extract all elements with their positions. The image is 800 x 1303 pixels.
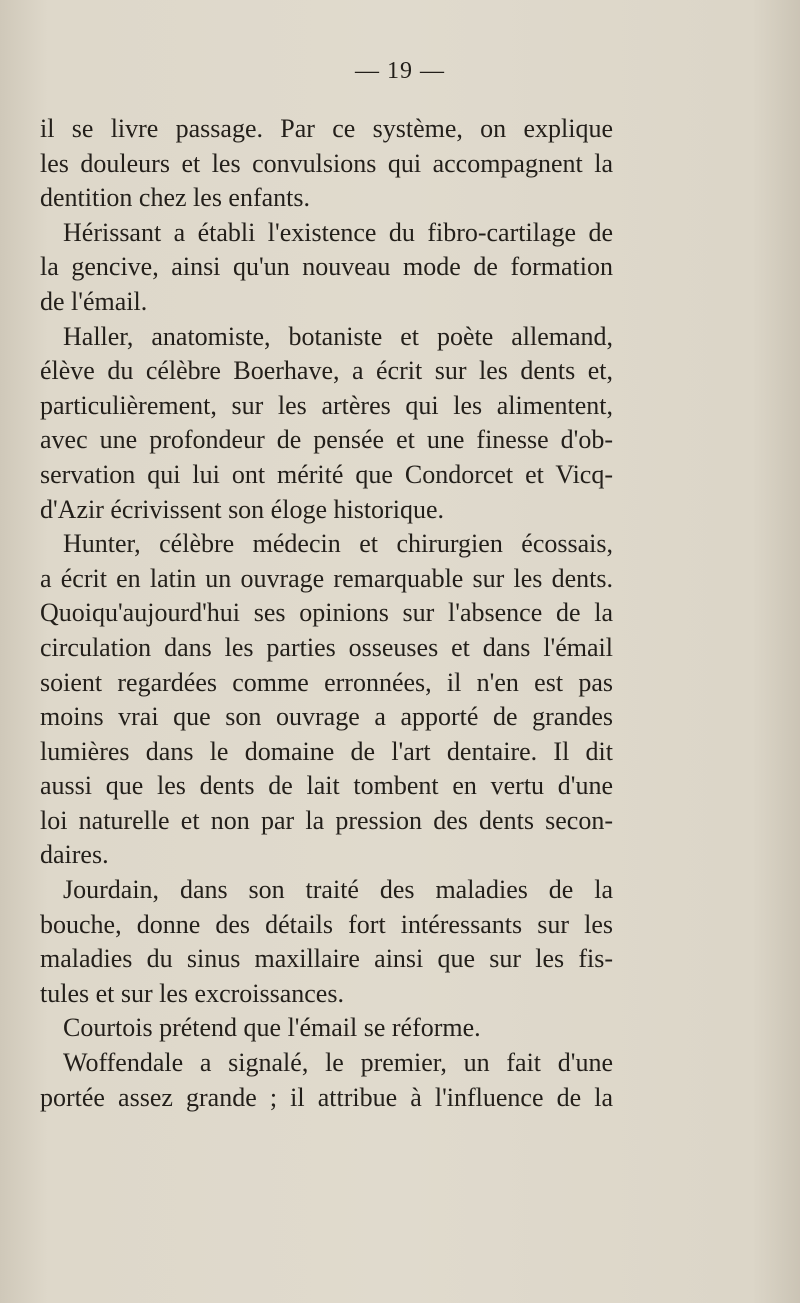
text-line: Quoiqu'aujourd'hui ses opinions sur l'absence de la: [40, 598, 613, 628]
text-line: élève du célèbre Boerhave, a écrit sur les dents et,: [40, 356, 613, 386]
text-line: portée assez grande ; il attribue à l'influence de la: [40, 1082, 613, 1112]
text-line: Jourdain, dans son traité des maladies de la: [63, 875, 613, 905]
text-line: loi naturelle et non par la pression des dents secon-: [40, 805, 613, 835]
text-line: il se livre passage. Par ce système, on explique: [40, 114, 613, 143]
text-line: les douleurs et les convulsions qui accompagnent la: [40, 148, 613, 178]
text-line: daires.: [40, 840, 109, 870]
text-line: particulièrement, sur les artères qui les alimentent,: [40, 390, 613, 420]
text-line: Courtois prétend que l'émail se réforme.: [63, 1013, 481, 1043]
text-line: lumières dans le domaine de l'art dentaire. Il dit: [40, 736, 613, 766]
text-line: dentition chez les enfants.: [40, 183, 311, 213]
text-line: d'Azir écrivissent son éloge historique.: [40, 494, 444, 524]
text-line: Hérissant a établi l'existence du fibro-cartilage de: [63, 217, 613, 247]
text-line: de l'émail.: [40, 286, 148, 316]
text-line: avec une profondeur de pensée et une finesse d'ob-: [40, 425, 613, 455]
text-line: Haller, anatomiste, botaniste et poète allemand,: [63, 321, 613, 351]
text-line: servation qui lui ont mérité que Condorcet et Vicq-: [40, 459, 613, 489]
page-number: — 19 —: [355, 58, 445, 84]
text-line: soient regardées comme erronnées, il n'en est pas: [40, 667, 613, 697]
text-line: Woffendale a signalé, le premier, un fait d'une: [63, 1048, 613, 1078]
text-line: Hunter, célèbre médecin et chirurgien écossais,: [63, 529, 613, 559]
text-line: aussi que les dents de lait tombent en vertu d'une: [40, 771, 613, 801]
text-line: la gencive, ainsi qu'un nouveau mode de formation: [40, 252, 613, 282]
text-line: tules et sur les excroissances.: [40, 978, 344, 1008]
text-line: a écrit en latin un ouvrage remarquable sur les dents.: [40, 563, 613, 593]
text-line: bouche, donne des détails fort intéressants sur les: [40, 909, 613, 939]
text-line: circulation dans les parties osseuses et dans l'émail: [40, 632, 613, 662]
text-line: maladies du sinus maxillaire ainsi que sur les fis-: [40, 944, 613, 974]
text-line: moins vrai que son ouvrage a apporté de grandes: [40, 702, 613, 732]
body-text: [40, 112, 613, 1115]
